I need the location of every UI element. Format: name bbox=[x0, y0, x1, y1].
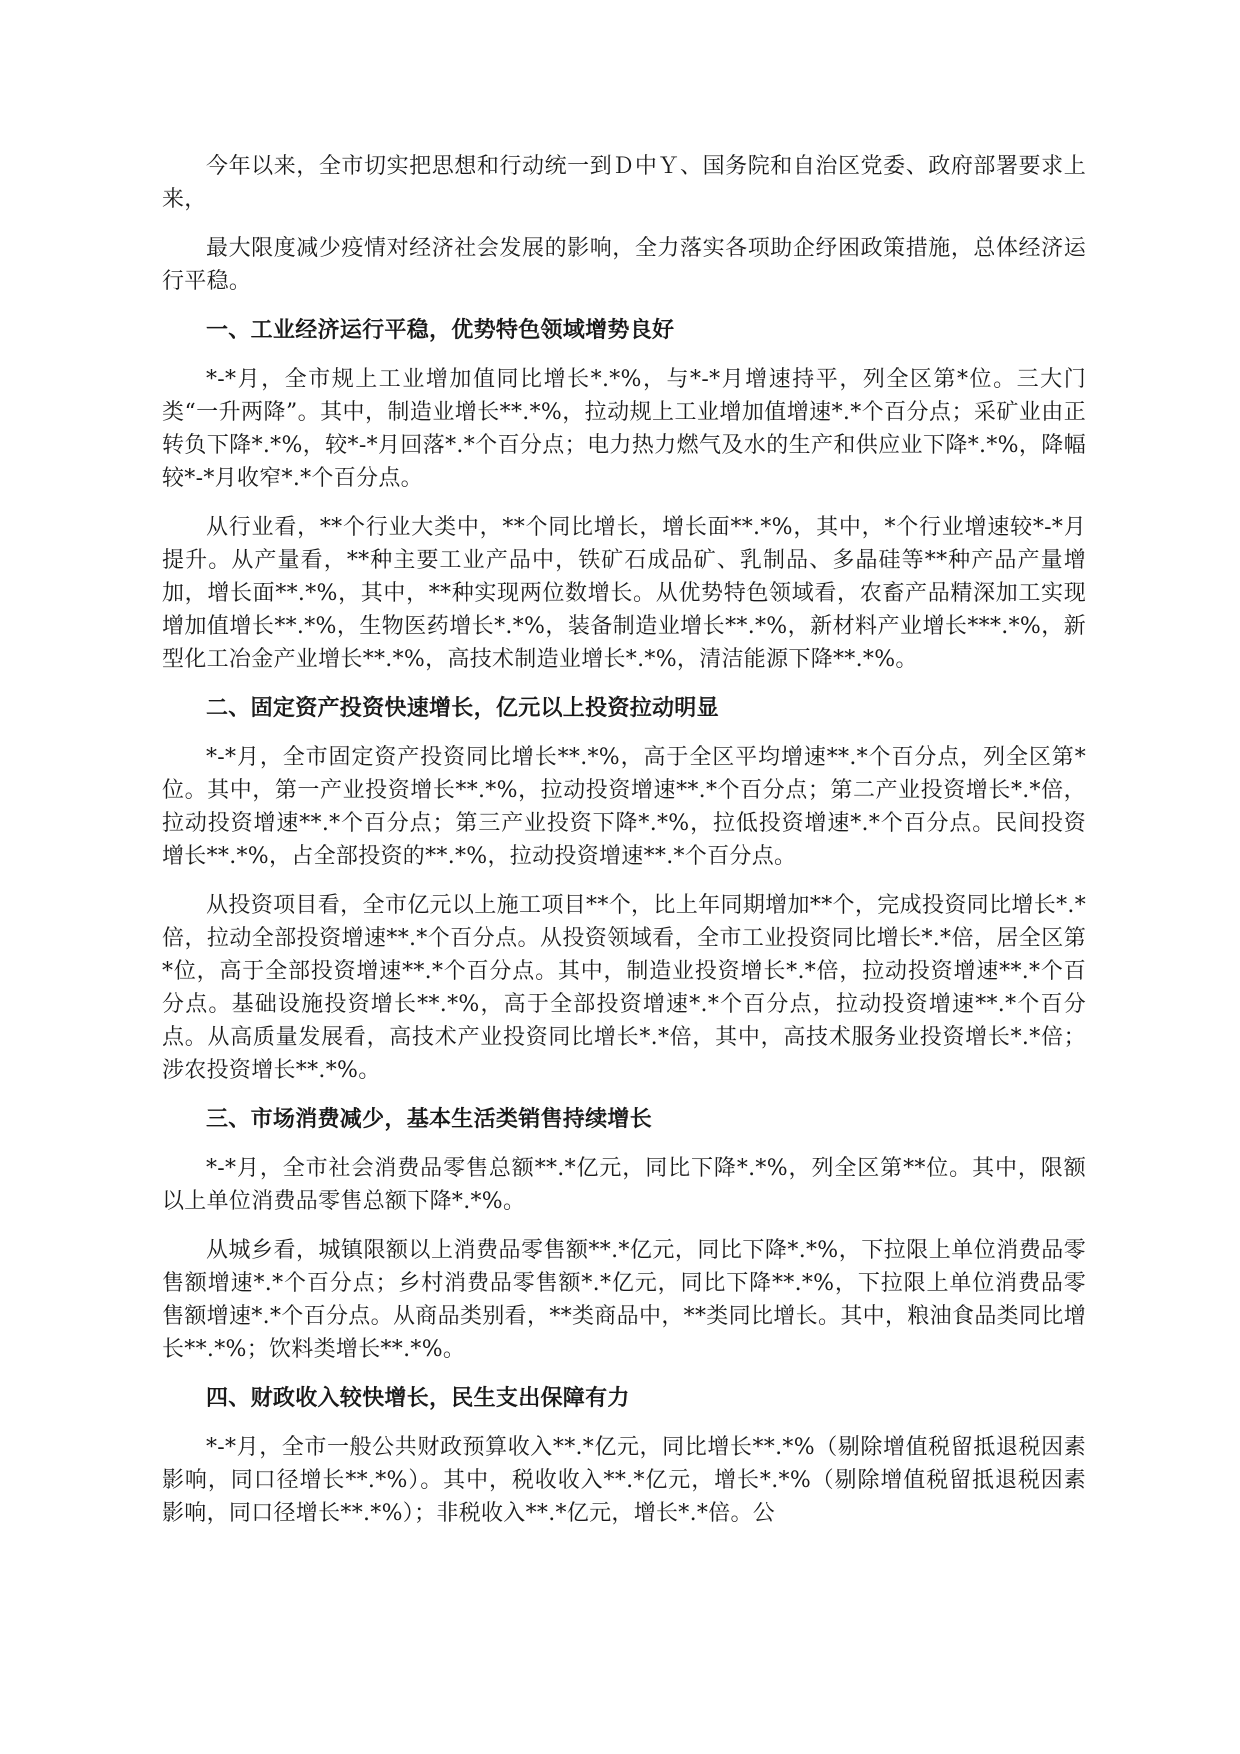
intro-paragraph-2: 最大限度减少疫情对经济社会发展的影响，全力落实各项助企纾困政策措施，总体经济运行平稳。 bbox=[162, 236, 1086, 294]
industry-paragraph-2: 从行业看，**个行业大类中，**个同比增长，增长面**.*%，其中，*个行业增速较*-*月提升。从产量看，**种主要工业产品中，铁矿石成品矿、乳制品、多晶硅等**种产品产量增加，增长面**.*%，其中，**种实现两位数增长。从优势特色领域看，农畜产品精深加工实现增加值增长**.*%，生物医药增长*.*%，装备制造业增长**.*%，新材料产业增长***.*%，新型化工冶金产业增长**.*%，高技术制造业增长*.*%，清洁能源下降**.*%。 bbox=[162, 515, 1086, 672]
investment-paragraph-1: *-*月，全市固定资产投资同比增长**.*%，高于全区平均增速**.*个百分点，列全区第*位。其中，第一产业投资增长**.*%，拉动投资增速**.*个百分点；第二产业投资增长*.*倍，拉动投资增速**.*个百分点；第三产业投资下降*.*%，拉低投资增速*.*个百分点。民间投资增长**.*%，占全部投资的**.*%，拉动投资增速**.*个百分点。 bbox=[162, 745, 1086, 869]
section-heading-investment: 二、固定资产投资快速增长，亿元以上投资拉动明显 bbox=[206, 696, 719, 721]
consumption-paragraph-1: *-*月，全市社会消费品零售总额**.*亿元，同比下降*.*%，列全区第**位。其中，限额以上单位消费品零售总额下降*.*%。 bbox=[162, 1156, 1086, 1214]
consumption-paragraph-2: 从城乡看，城镇限额以上消费品零售额**.*亿元，同比下降*.*%，下拉限上单位消费品零售额增速*.*个百分点；乡村消费品零售额*.*亿元，同比下降**.*%，下拉限上单位消费品零售额增速*.*个百分点。从商品类别看，**类商品中，**类同比增长。其中，粮油食品类同比增长**.*%；饮料类增长**.*%。 bbox=[162, 1238, 1086, 1362]
section-heading-finance: 四、财政收入较快增长，民生支出保障有力 bbox=[206, 1386, 630, 1411]
industry-paragraph-1: *-*月，全市规上工业增加值同比增长*.*%，与*-*月增速持平，列全区第*位。三大门类“一升两降”。其中，制造业增长**.*%，拉动规上工业增加值增速*.*个百分点；采矿业由正转负下降*.*%，较*-*月回落*.*个百分点；电力热力燃气及水的生产和供应业下降*.*%，降幅较*-*月收窄*.*个百分点。 bbox=[162, 367, 1086, 491]
intro-paragraph-1: 今年以来，全市切实把思想和行动统一到Ｄ中Ｙ、国务院和自治区党委、政府部署要求上来， bbox=[162, 154, 1086, 212]
investment-paragraph-2: 从投资项目看，全市亿元以上施工项目**个，比上年同期增加**个，完成投资同比增长*.*倍，拉动全部投资增速**.*个百分点。从投资领域看，全市工业投资同比增长*.*倍，居全区第*位，高于全部投资增速**.*个百分点。其中，制造业投资增长*.*倍，拉动投资增速**.*个百分点。基础设施投资增长**.*%，高于全部投资增速*.*个百分点，拉动投资增速**.*个百分点。从高质量发展看，高技术产业投资同比增长*.*倍，其中，高技术服务业投资增长*.*倍；涉农投资增长**.*%。 bbox=[162, 893, 1086, 1083]
section-heading-consumption: 三、市场消费减少，基本生活类销售持续增长 bbox=[206, 1107, 653, 1132]
document-page bbox=[162, 150, 1086, 1546]
section-heading-industry: 一、工业经济运行平稳，优势特色领域增势良好 bbox=[206, 318, 675, 343]
finance-paragraph-1: *-*月，全市一般公共财政预算收入**.*亿元，同比增长**.*%（剔除增值税留抵退税因素影响，同口径增长**.*%）。其中，税收收入**.*亿元，增长*.*%（剔除增值税留抵退税因素影响，同口径增长**.*%）；非税收入**.*亿元，增长*.*倍。公 bbox=[162, 1435, 1086, 1526]
